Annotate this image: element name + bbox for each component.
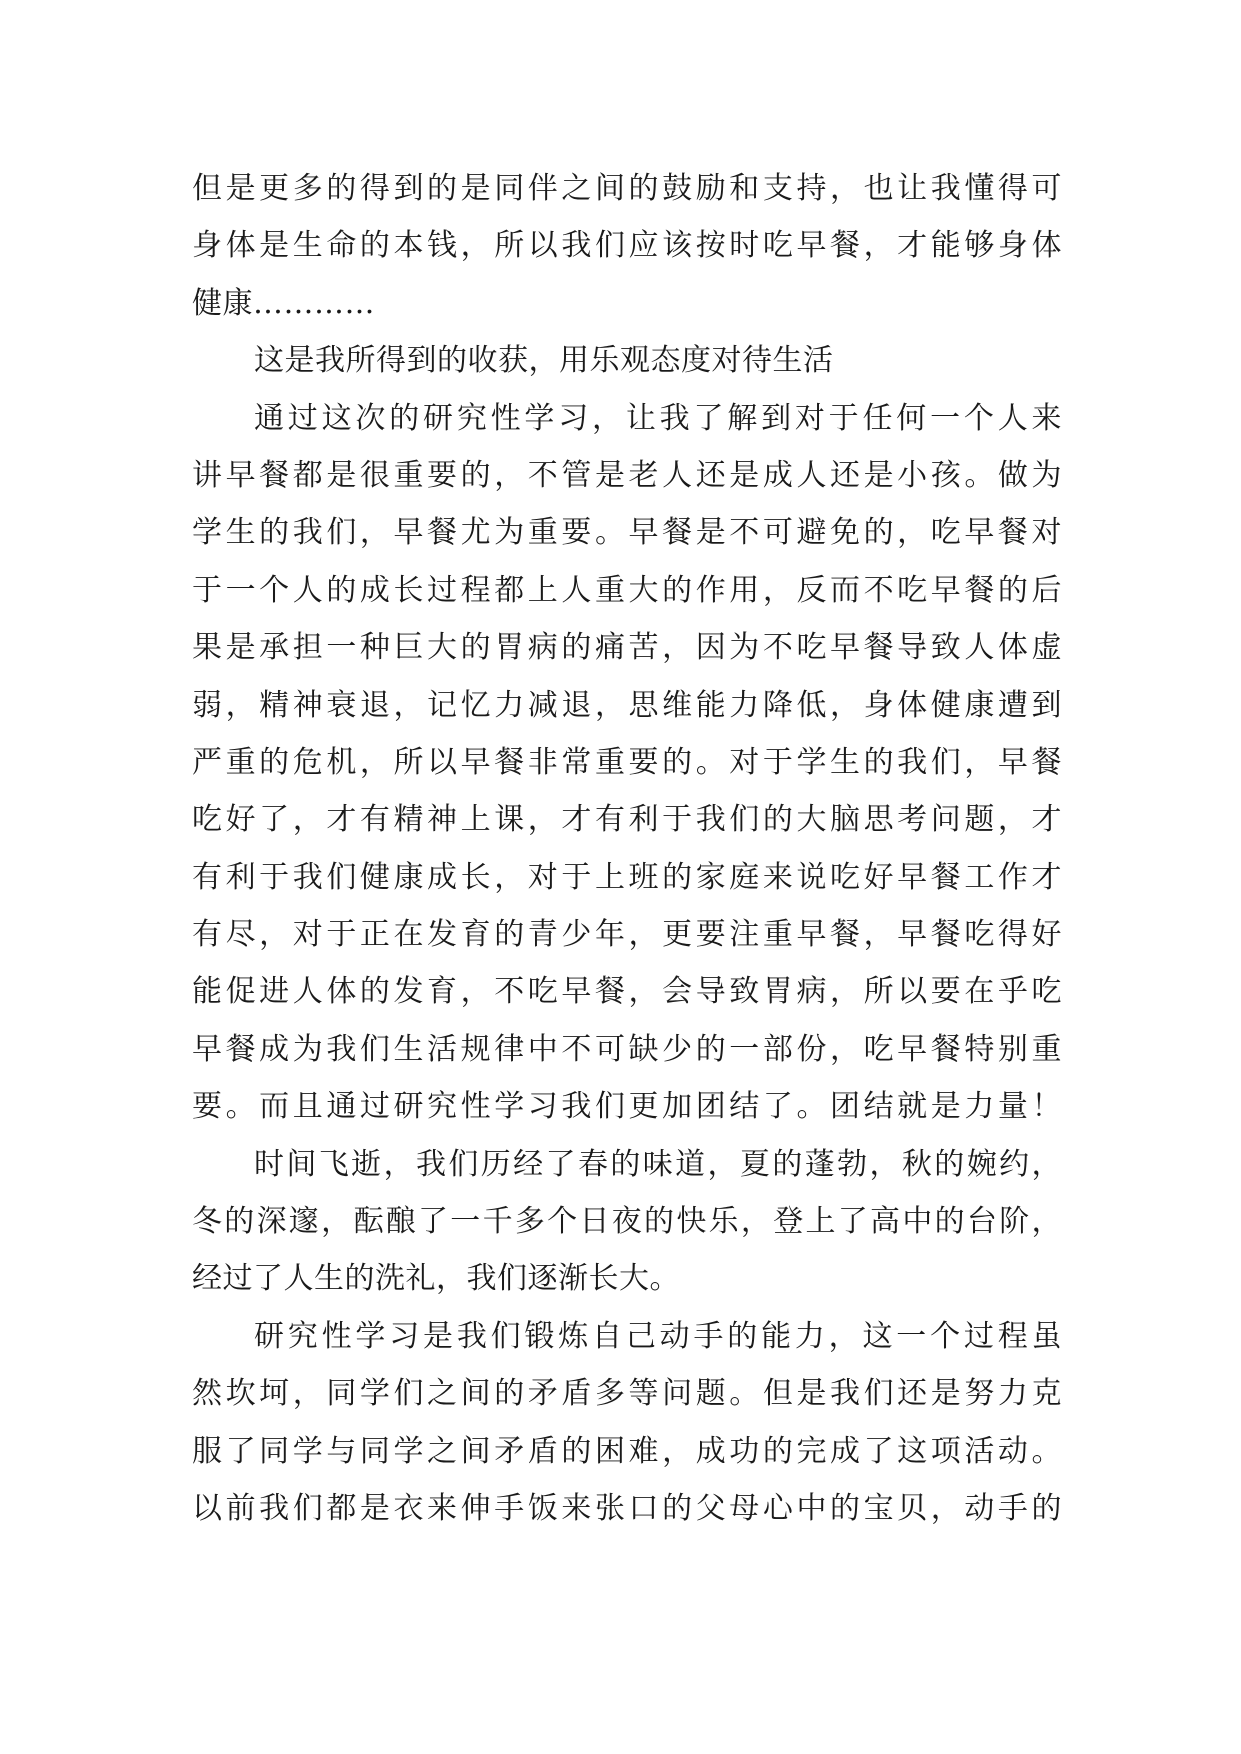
text-line: 要。而且通过研究性学习我们更加团结了。团结就是力量！: [192, 1089, 1062, 1125]
text-line: 吃好了，才有精神上课，才有利于我们的大脑思考问题，才: [192, 802, 1062, 838]
text-line: 果是承担一种巨大的胃病的痛苦，因为不吃早餐导致人体虚: [192, 630, 1062, 666]
text-line: 学生的我们，早餐尤为重要。早餐是不可避免的，吃早餐对: [192, 515, 1062, 551]
text-line: 严重的危机，所以早餐非常重要的。对于学生的我们，早餐: [192, 744, 1062, 780]
text-line: 但是更多的得到的是同伴之间的鼓励和支持，也让我懂得可: [192, 171, 1062, 206]
text-line: 能促进人体的发育，不吃早餐，会导致胃病，所以要在乎吃: [192, 974, 1062, 1010]
text-line: 有利于我们健康成长，对于上班的家庭来说吃好早餐工作才: [192, 859, 1062, 895]
text-line: 通过这次的研究性学习，让我了解到对于任何一个人来: [254, 400, 1062, 436]
text-line: 早餐成为我们生活规律中不可缺少的一部份，吃早餐特别重: [192, 1031, 1062, 1067]
text-line: 讲早餐都是很重要的，不管是老人还是成人还是小孩。做为: [192, 457, 1062, 493]
text-line: 健康…………: [192, 285, 375, 321]
text-line: 以前我们都是衣来伸手饭来张口的父母心中的宝贝，动手的: [192, 1490, 1062, 1526]
text-line: 研究性学习是我们锻炼自己动手的能力，这一个过程虽: [254, 1318, 1062, 1354]
body-text: [192, 160, 1062, 1537]
text-line: 服了同学与同学之间矛盾的困难，成功的完成了这项活动。: [192, 1433, 1062, 1469]
text-line: 经过了人生的洗礼，我们逐渐长大。: [192, 1261, 680, 1297]
text-line: 时间飞逝，我们历经了春的味道，夏的蓬勃，秋的婉约，: [254, 1146, 1062, 1182]
text-line: 身体是生命的本钱，所以我们应该按时吃早餐，才能够身体: [192, 228, 1062, 264]
text-line: 弱，精神衰退，记忆力减退，思维能力降低，身体健康遭到: [192, 687, 1062, 723]
text-line: 有尽，对于正在发育的青少年，更要注重早餐，早餐吃得好: [192, 917, 1062, 953]
text-line: 于一个人的成长过程都上人重大的作用，反而不吃早餐的后: [192, 572, 1062, 608]
text-line: 冬的深邃，酝酿了一千多个日夜的快乐，登上了高中的台阶，: [192, 1204, 1062, 1240]
text-line: 这是我所得到的收获，用乐观态度对待生活: [254, 343, 834, 379]
text-line: 然坎坷，同学们之间的矛盾多等问题。但是我们还是努力克: [192, 1376, 1062, 1412]
